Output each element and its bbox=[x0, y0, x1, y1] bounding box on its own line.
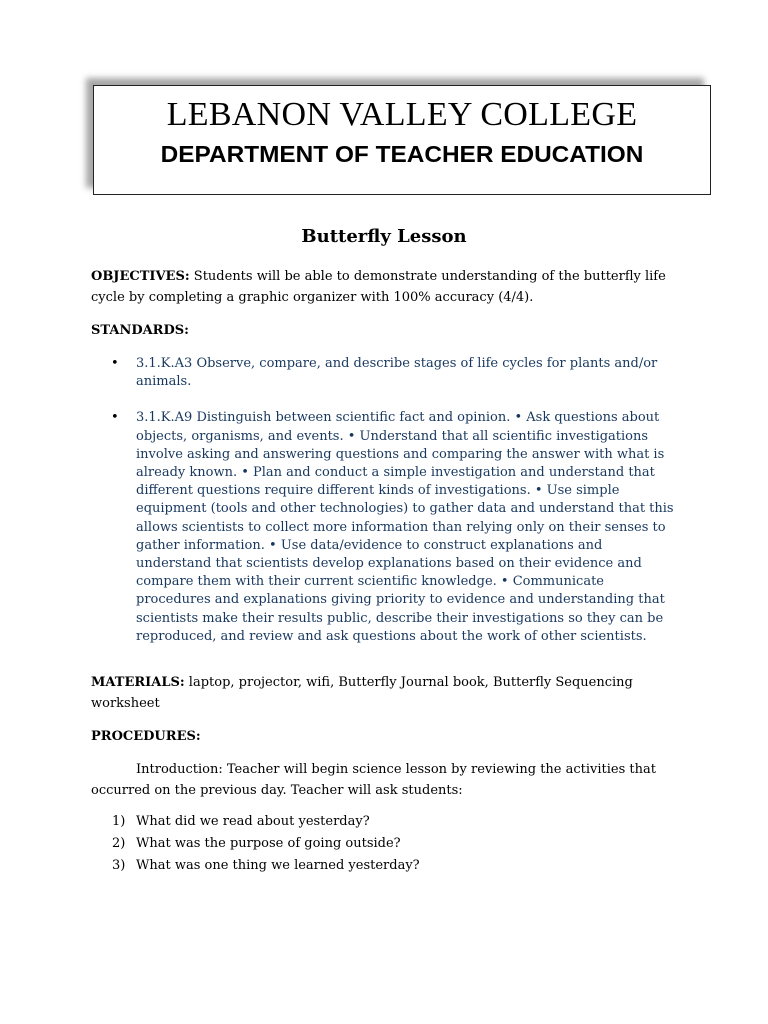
question-text: What was one thing we learned yesterday? bbox=[136, 858, 420, 874]
standards-label: STANDARDS: bbox=[91, 323, 189, 338]
standard-text: 3.1.K.A9 Distinguish between scientific fact and opinion. • Ask questions about objects, organisms, and events. • Understand that all scientific investigations involve asking and answering questions and comparing the answer with what is already known. • Plan and conduct a simple investigation and understand that different questions require different kinds of investigations. • Use simple equipment (tools and other technologies) to gather data and understand that this allows scientists to collect more information than relying only on their senses to gather information. • Use data/evidence to construct explanations and understand that scientists develop explanations based on their evidence and compare them with their current scientific knowledge. • Communicate procedures and explanations giving priority to evidence and understanding that scientists make their results public, describe their investigations so they can be reproduced, and review and ask questions about the work of other scientists. bbox=[136, 410, 674, 644]
standard-text: 3.1.K.A3 Observe, compare, and describe stages of life cycles for plants and/or animals. bbox=[136, 356, 658, 390]
department-name: DEPARTMENT OF TEACHER EDUCATION bbox=[160, 141, 644, 167]
item-number: 2) bbox=[112, 836, 126, 852]
question-text: What was the purpose of going outside? bbox=[136, 836, 401, 852]
list-item bbox=[91, 855, 681, 877]
materials-text: laptop, projector, wifi, Butterfly Journal book, Butterfly Sequencing worksheet bbox=[91, 675, 633, 712]
lesson-title: Butterfly Lesson bbox=[301, 226, 467, 247]
item-number: 3) bbox=[112, 858, 126, 874]
document-body bbox=[91, 266, 681, 877]
procedures-intro: Introduction: Teacher will begin science lesson by reviewing the activities that occurred on the previous day. Teacher will ask students: bbox=[91, 762, 656, 799]
objectives-section bbox=[91, 266, 681, 308]
objectives-text: Students will be able to demonstrate understanding of the butterfly life cycle by completing a graphic organizer with 100% accuracy (4/4). bbox=[91, 269, 666, 305]
bullet-icon: • bbox=[111, 356, 119, 371]
college-name: LEBANON VALLEY COLLEGE bbox=[166, 96, 638, 133]
list-item bbox=[91, 833, 681, 855]
bullet-icon: • bbox=[111, 410, 119, 426]
procedures-section bbox=[91, 726, 681, 747]
questions-list bbox=[91, 811, 681, 877]
list-item bbox=[91, 811, 681, 833]
list-item bbox=[91, 355, 681, 391]
item-number: 1) bbox=[112, 814, 126, 830]
materials-label: MATERIALS: bbox=[91, 675, 185, 691]
objectives-label: OBJECTIVES: bbox=[91, 269, 190, 284]
question-text: What did we read about yesterday? bbox=[136, 814, 370, 830]
standards-section bbox=[91, 320, 681, 341]
standards-list bbox=[91, 355, 681, 646]
materials-section bbox=[91, 672, 681, 714]
header-box bbox=[93, 85, 711, 195]
list-item bbox=[91, 409, 681, 646]
procedures-label: PROCEDURES: bbox=[91, 729, 201, 745]
